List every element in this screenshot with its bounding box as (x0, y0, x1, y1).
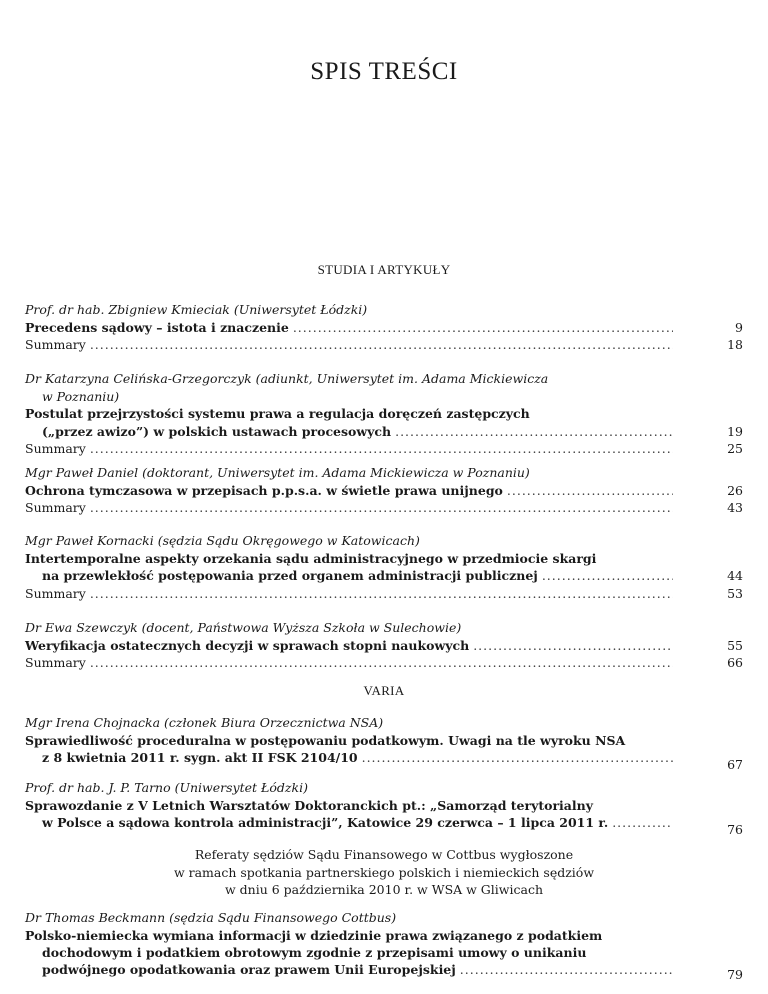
summary-line[interactable] (25, 336, 743, 354)
entry-title-line[interactable] (25, 814, 743, 838)
entry-author: Dr Katarzyna Celińska-Grzegorczyk (adiunkt, Uniwersytet im. Adama Mickiewicza (25, 371, 549, 386)
entry-title-text: Intertemporalne aspekty orzekania sądu administracyjnego w przedmiocie skargi (25, 550, 597, 566)
page-number: 19 (727, 423, 743, 439)
leader-dots (90, 585, 673, 603)
summary-line[interactable] (25, 654, 743, 672)
summary-page-number: 66 (727, 655, 743, 670)
leader-dots (507, 482, 673, 500)
section-heading-varia: VARIA (363, 683, 405, 698)
summary-label: Summary (25, 500, 86, 515)
entry-title-line (25, 797, 743, 815)
toc-entry (25, 619, 743, 672)
entry-title-text: z 8 kwietnia 2011 r. sygn. akt II FSK 2104/10 (42, 749, 358, 765)
page-number: 26 (727, 482, 743, 498)
entry-title-line (25, 944, 743, 962)
entry-title-text: Postulat przejrzystości systemu prawa a regulacja doręczeń zastępczych (25, 406, 530, 421)
leader-dots (612, 814, 673, 832)
entry-title-line (25, 732, 743, 750)
leader-dots (90, 336, 673, 354)
leader-dots (90, 440, 673, 458)
toc-entry (25, 532, 743, 602)
toc-entry (25, 464, 743, 517)
entry-title-text: Precedens sądowy – istota i znaczenie (25, 319, 289, 335)
leader-dots (293, 319, 673, 337)
entry-title-text: Polsko-niemiecka wymiana informacji w dziedzinie prawa związanego z podatkiem (25, 927, 603, 943)
leader-dots (362, 749, 673, 767)
entry-title-line[interactable] (25, 749, 743, 773)
entry-title-line (25, 550, 743, 568)
entry-title-line[interactable] (25, 319, 743, 337)
summary-line[interactable] (25, 585, 743, 603)
entry-author: Mgr Irena Chojnacka (członek Biura Orzecznictwa NSA) (25, 715, 384, 730)
note-line: w ramach spotkania partnerskiego polskich i niemieckich sędziów (173, 864, 595, 880)
section-note (25, 846, 743, 899)
summary-line[interactable] (25, 499, 743, 517)
summary-line[interactable] (25, 440, 743, 458)
entry-title-line[interactable] (25, 567, 743, 585)
entry-title-line[interactable] (25, 637, 743, 655)
toc-entry (25, 779, 743, 838)
toc-entry (25, 370, 743, 458)
leader-dots (473, 637, 673, 655)
entry-title-text: dochodowym i podatkiem obrotowym zgodnie z przepisami umowy o unikaniu (42, 945, 587, 960)
leader-dots (395, 423, 673, 441)
entry-title-text: Ochrona tymczasowa w przepisach p.p.s.a. w świetle prawa unijnego (25, 482, 503, 498)
entry-title-line (25, 405, 743, 423)
entry-author: Prof. dr hab. Zbigniew Kmieciak (Uniwersytet Łódzki) (25, 302, 368, 317)
page-number: 67 (727, 756, 743, 772)
summary-page-number: 53 (727, 585, 743, 601)
entry-title-text: na przewlekłość postępowania przed organem administracji publicznej (42, 568, 538, 583)
entry-title-text: Sprawozdanie z V Letnich Warsztatów Doktoranckich pt.: „Samorząd terytorialny (25, 797, 594, 813)
entry-title-line[interactable] (25, 482, 743, 500)
note-line: Referaty sędziów Sądu Finansowego w Cottbus wygłoszone (194, 847, 574, 862)
toc-entry (25, 909, 743, 984)
entry-author: Prof. dr hab. J. P. Tarno (Uniwersytet Łódzki) (25, 780, 308, 795)
toc-entry (25, 301, 743, 354)
entry-author: Mgr Paweł Daniel (doktorant, Uniwersytet im. Adama Mickiewicza w Poznaniu) (25, 465, 530, 480)
toc-entry (25, 714, 743, 773)
entry-title-text: podwójnego opodatkowania oraz prawem Unii Europejskiej (42, 962, 456, 977)
entry-title-text: Sprawiedliwość proceduralna w postępowaniu podatkowym. Uwagi na tle wyroku NSA (25, 732, 626, 748)
entry-title-text: w Polsce a sądowa kontrola administracji”, Katowice 29 czerwca – 1 lipca 2011 r. (42, 814, 609, 830)
summary-page-number: 18 (727, 337, 743, 352)
toc-page (25, 0, 743, 994)
summary-page-number: 43 (727, 500, 743, 515)
summary-label: Summary (25, 585, 86, 601)
page-number: 79 (727, 967, 743, 982)
summary-label: Summary (25, 441, 86, 456)
summary-label: Summary (25, 655, 86, 670)
entry-title-line (25, 927, 743, 945)
section-heading-studia: STUDIA I ARTYKUŁY (317, 262, 451, 277)
entry-title-line[interactable] (25, 962, 743, 984)
entry-title-line[interactable] (25, 423, 743, 441)
page-number: 76 (727, 821, 743, 837)
page-title: SPIS TREŚCI (310, 58, 458, 85)
page-number: 9 (735, 319, 743, 335)
leader-dots (90, 654, 673, 672)
note-line: w dniu 6 października 2010 r. w WSA w Gliwicach (225, 882, 543, 897)
entry-title-text: Weryfikacja ostatecznych decyzji w sprawach stopni naukowych (25, 637, 470, 653)
entry-title-text: („przez awizo”) w polskich ustawach procesowych (42, 423, 392, 439)
page-number: 44 (727, 568, 743, 583)
entry-author: Mgr Paweł Kornacki (sędzia Sądu Okręgowego w Katowicach) (25, 533, 420, 548)
summary-page-number: 25 (727, 441, 743, 456)
leader-dots (460, 961, 673, 979)
summary-label: Summary (25, 337, 86, 352)
entry-author: Dr Ewa Szewczyk (docent, Państwowa Wyższa Szkoła w Sulechowie) (25, 620, 462, 635)
entry-author: Dr Thomas Beckmann (sędzia Sądu Finansowego Cottbus) (25, 910, 397, 925)
leader-dots (90, 499, 673, 517)
entry-author: w Poznaniu) (42, 388, 120, 404)
page-number: 55 (727, 637, 743, 653)
leader-dots (542, 567, 673, 585)
